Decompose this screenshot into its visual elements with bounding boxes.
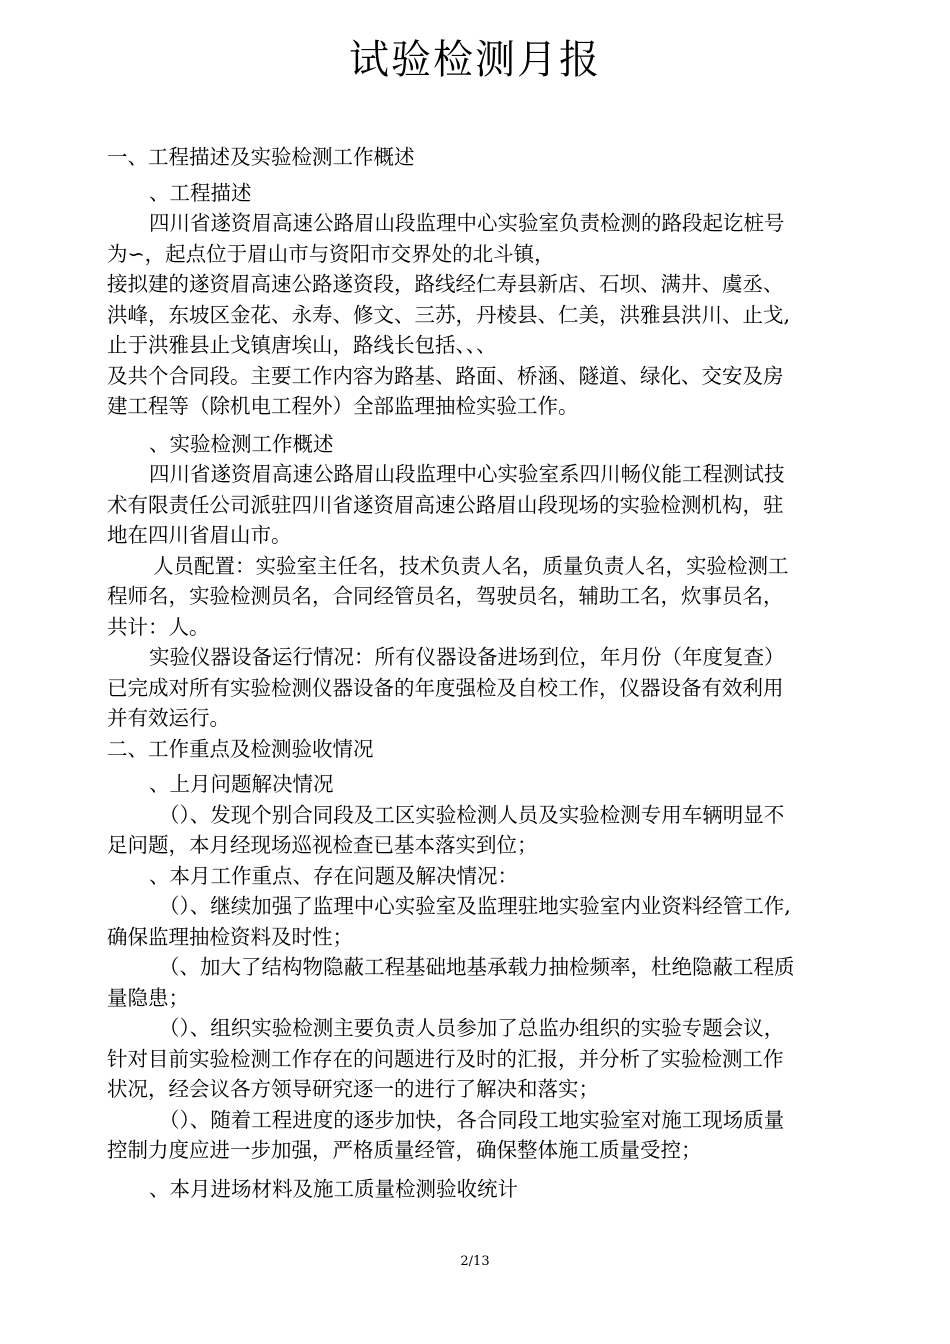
paragraph-line: 四川省遂资眉高速公路眉山段监理中心实验室负责检测的路段起讫桩号: [149, 211, 785, 235]
paragraph-line: （）、组织实验检测主要负责人员参加了总监办组织的实验专题会议，: [159, 1016, 785, 1040]
paragraph-line: 接拟建的遂资眉高速公路遂资段，路线经仁寿县新店、石坝、满井、虞丞、: [107, 272, 784, 296]
subsection-heading-material-inspection: 、本月进场材料及施工质量检测验收统计: [149, 1176, 518, 1201]
paragraph-line: （）、继续加强了监理中心实验室及监理驻地实验室内业资料经管工作,: [159, 894, 791, 918]
paragraph-line: 为∽，起点位于眉山市与资阳市交界处的北斗镇，: [107, 241, 555, 266]
paragraph-line: （）、发现个别合同段及工区实验检测人员及实验检测专用车辆明显不: [159, 802, 785, 827]
paragraph-line: 控制力度应进一步加强，严格质量经管，确保整体施工质量受控；: [107, 1138, 702, 1162]
paragraph-line: 洪峰，东坡区金花、永寿、修文、三苏，丹棱县、仁美，洪雅县洪川、止戈,: [107, 302, 791, 327]
paragraph-line: 建工程等（除机电工程外）全部监理抽检实验工作。: [107, 394, 579, 418]
paragraph-line: 术有限责任公司派驻四川省遂资眉高速公路眉山段现场的实验检测机构，驻: [107, 492, 784, 517]
paragraph-line: 针对目前实验检测工作存在的问题进行及时的汇报，并分析了实验检测工作: [107, 1046, 784, 1071]
document-title: 试验检测月报: [349, 37, 601, 83]
paragraph-line: 人员配置：实验室主任名，技术负责人名，质量负责人名，实验检测工: [153, 553, 789, 578]
paragraph-line: 状况，经会议各方领导研究逐一的进行了解决和落实；: [107, 1077, 599, 1101]
paragraph-line: 已完成对所有实验检测仪器设备的年度强检及自校工作，仪器设备有效利用: [107, 675, 784, 700]
paragraph-line: （）、随着工程进度的逐步加快，各合同段工地实验室对施工现场质量: [159, 1107, 785, 1132]
section-heading-2: 二、工作重点及检测验收情况: [107, 736, 374, 761]
paragraph-line: 并有效运行。: [107, 706, 230, 730]
subsection-heading-this-month-focus: 、本月工作重点、存在问题及解决情况：: [149, 863, 518, 888]
paragraph-line: 地在四川省眉山市。: [107, 523, 292, 547]
paragraph-line: 实验仪器设备运行情况：所有仪器设备进场到位，年月份（年度复查）: [149, 645, 785, 669]
paragraph-line: （、加大了结构物隐蔽工程基础地基承载力抽检频率，杜绝隐蔽工程质: [159, 955, 795, 979]
page-number: 2/13: [460, 1254, 490, 1269]
paragraph-line: 足问题，本月经现场巡视检查已基本落实到位；: [107, 833, 538, 857]
subsection-heading-project-description: 、工程描述: [149, 180, 252, 205]
paragraph-line: 确保监理抽检资料及时性；: [107, 924, 353, 949]
paragraph-line: 程师名，实验检测员名，合同经管员名，驾驶员名，辅助工名，炊事员名，: [107, 584, 784, 608]
document-body: [107, 142, 847, 1204]
subsection-heading-testing-overview: 、实验检测工作概述: [149, 431, 334, 456]
subsection-heading-last-month-issues: 、上月问题解决情况: [149, 772, 334, 796]
paragraph-line: 量隐患；: [107, 985, 189, 1010]
paragraph-line: 及共个合同段。主要工作内容为路基、路面、桥涵、隧道、绿化、交安及房: [107, 363, 784, 388]
section-heading-1: 一、工程描述及实验检测工作概述: [107, 145, 415, 169]
paragraph-line: 止于洪雅县止戈镇唐埃山，路线长包括、、、: [107, 333, 497, 357]
paragraph-line: 共计：人。: [107, 614, 210, 639]
paragraph-line: 四川省遂资眉高速公路眉山段监理中心实验室系四川畅仪能工程测试技: [149, 462, 785, 486]
